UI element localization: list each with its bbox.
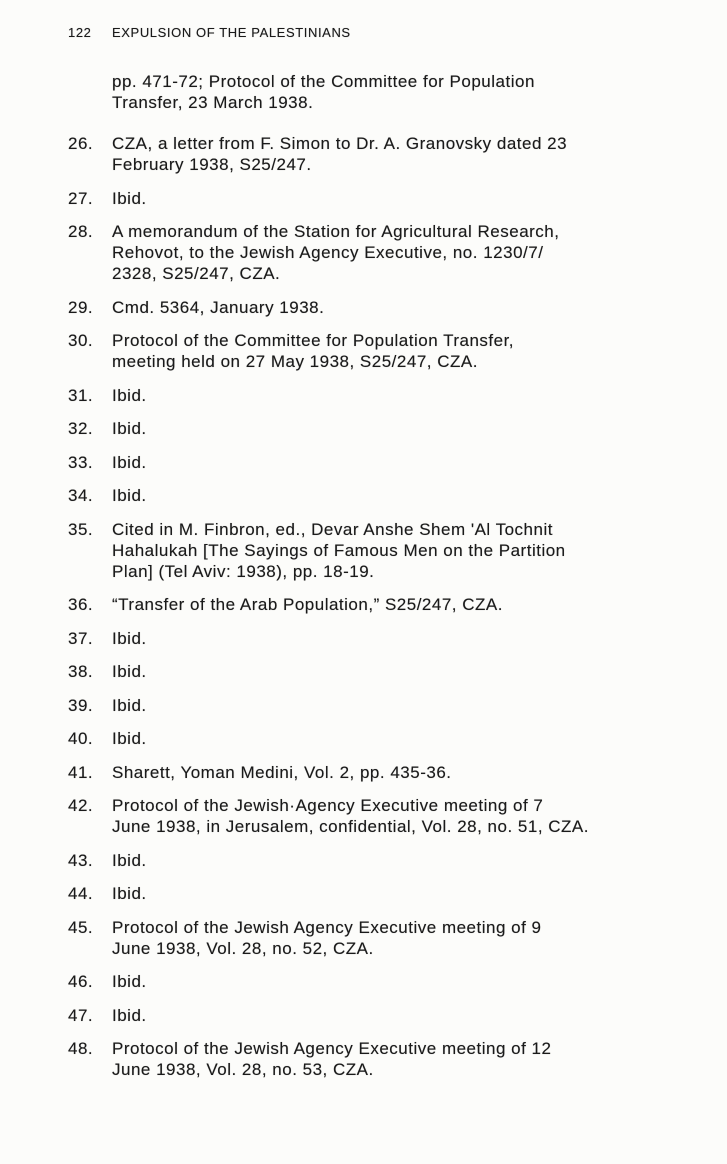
text-line: 2328, S25/247, CZA. [112,264,281,283]
endnote [68,762,679,783]
endnote-text [112,850,679,871]
endnote [68,1005,679,1026]
text-line: meeting held on 27 May 1938, S25/247, CZA. [112,352,478,371]
text-line: Cmd. 5364, January 1938. [112,297,325,317]
endnote-number: 37. [68,628,94,648]
text-line: Hahalukah [The Sayings of Famous Men on the Partition [112,540,566,560]
endnote [68,917,679,959]
page-header [68,22,679,43]
endnote-text [112,330,679,372]
endnote-text [112,297,679,318]
text-line: Ibid. [112,486,147,505]
endnote-number: 32. [68,419,94,438]
endnote-text [112,762,679,783]
text-line: February 1938, S25/247. [112,155,312,174]
text-line: Protocol of the Jewish Agency Executive meeting of 12 [112,1039,552,1058]
text-line: Ibid. [112,419,147,438]
endnote [68,385,679,406]
endnote-text [112,728,679,749]
endnote-text [112,795,679,837]
text-line: Ibid. [112,188,147,208]
endnote-text [112,133,679,175]
endnote-number: 47. [68,1005,94,1025]
endnote-text [112,883,679,904]
endnote [68,728,679,749]
text-line: Ibid. [112,850,147,870]
endnote [68,188,679,209]
endnote-number: 38. [68,662,94,681]
endnote [68,418,679,439]
text-line: Ibid. [112,884,147,903]
endnote [68,221,679,284]
endnote-text [112,661,679,682]
endnote [68,594,679,615]
endnote-text [112,971,679,992]
endnote-number: 26. [68,134,94,153]
endnote-number: 30. [68,331,94,350]
endnote-text [112,188,679,209]
endnote-text [112,695,679,716]
endnote-text [112,594,679,615]
text-line: Protocol of the Jewish·Agency Executive meeting of 7 [112,796,544,815]
text-line: June 1938, Vol. 28, no. 53, CZA. [112,1060,374,1079]
endnote-text [112,1005,679,1026]
endnote-number: 28. [68,222,94,241]
text-line: A memorandum of the Station for Agricultural Research, [112,222,560,241]
endnote-text [112,519,679,582]
running-title: EXPULSION OF THE PALESTINIANS [112,25,351,40]
text-line: June 1938, in Jerusalem, confidential, Vol. 28, no. 51, CZA. [112,817,589,836]
text-line: Protocol of the Jewish Agency Executive meeting of 9 [112,917,542,937]
text-line: Ibid. [112,662,147,681]
text-line: Transfer, 23 March 1938. [112,93,314,112]
endnote-number: 42. [68,796,94,815]
text-line: pp. 471-72; Protocol of the Committee for Population [112,72,535,91]
endnote-text [112,452,679,473]
endnote-text [112,1038,679,1080]
text-line: Cited in M. Finbron, ed., Devar Anshe Shem 'Al Tochnit [112,519,553,539]
endnote-number: 27. [68,188,94,208]
endnote-number: 45. [68,917,94,937]
text-line: Ibid. [112,452,147,472]
endnote [68,1038,679,1080]
endnote [68,133,679,175]
text-line: Ibid. [112,729,147,748]
text-line: Sharett, Yoman Medini, Vol. 2, pp. 435-36. [112,762,452,782]
text-line: Ibid. [112,972,147,991]
endnote-text [112,628,679,649]
text-line: Ibid. [112,385,147,405]
endnote-text [112,917,679,959]
text-line: Ibid. [112,628,147,648]
endnote-number: 44. [68,884,94,903]
text-line: Ibid. [112,1005,147,1025]
endnote-text [112,418,679,439]
text-line: CZA, a letter from F. Simon to Dr. A. Granovsky dated 23 [112,134,568,153]
text-line: Ibid. [112,695,147,715]
page-number: 122 [68,25,92,40]
text-line: Protocol of the Committee for Population Transfer, [112,331,515,350]
endnote [68,695,679,716]
endnote-number: 34. [68,486,94,505]
endnote [68,452,679,473]
text-line: “Transfer of the Arab Population,” S25/247, CZA. [112,595,503,614]
endnote [68,850,679,871]
endnote [68,519,679,582]
endnote [68,485,679,506]
endnote-text [112,485,679,506]
endnote-number: 48. [68,1039,94,1058]
endnote-text [112,221,679,284]
endnote-number: 36. [68,595,94,614]
note-continuation [112,71,679,113]
endnote-number: 41. [68,762,94,782]
endnote [68,971,679,992]
endnote [68,795,679,837]
endnotes-list [68,133,679,1080]
endnote-number: 46. [68,972,94,991]
endnote-number: 31. [68,385,94,405]
endnote-number: 35. [68,519,94,539]
endnote-number: 43. [68,850,94,870]
endnote [68,330,679,372]
endnote-number: 40. [68,729,94,748]
endnote-number: 33. [68,452,94,472]
endnote-number: 29. [68,297,94,317]
endnote-text [112,385,679,406]
endnote [68,628,679,649]
text-line: Rehovot, to the Jewish Agency Executive, no. 1230/7/ [112,243,544,262]
text-line: June 1938, Vol. 28, no. 52, CZA. [112,938,374,958]
text-line: Plan] (Tel Aviv: 1938), pp. 18-19. [112,561,375,581]
endnote-number: 39. [68,695,94,715]
endnote [68,661,679,682]
endnote [68,297,679,318]
endnote [68,883,679,904]
